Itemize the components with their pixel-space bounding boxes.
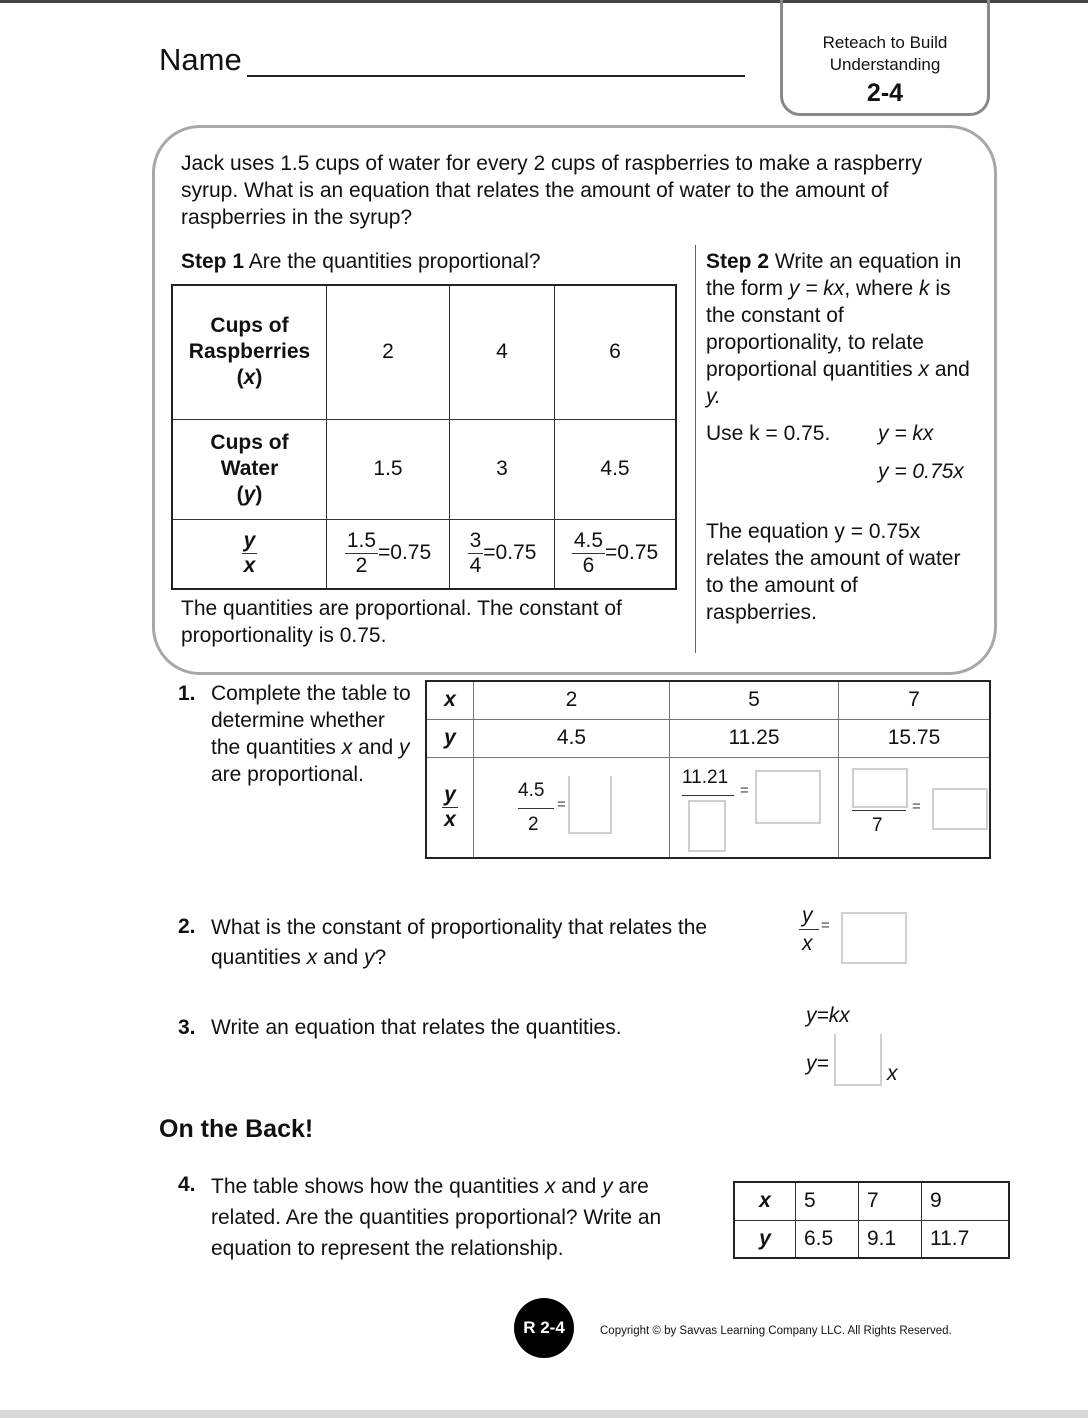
cell: 6 [555,285,677,419]
q1-c2-bar [682,795,734,796]
equation-specific: y = 0.75x [878,460,964,483]
step1-conclusion: The quantities are proportional. The constant of proportionality is 0.75. [181,597,622,647]
back-heading: On the Back! [159,1115,314,1143]
q1-c2-num: 11.21 [682,767,729,788]
q3-text: Write an equation that relates the quantities. [211,1016,622,1039]
q1-c3-den: 7 [872,815,883,836]
q4-row-x-label: x [734,1182,796,1220]
cell: 9 [922,1182,1010,1220]
q2-answer-box[interactable] [841,912,907,964]
q2-text: What is the constant of proportionality that relates the quantities x and y? [211,916,708,969]
ratio-cell: $\frac{3}{4}$ =0.75 [450,519,555,589]
cell: 7 [859,1182,922,1220]
cell: 15.75 [839,719,991,757]
q1-c1-bar [518,808,554,809]
q2-frac-den: x [802,932,813,955]
q4-table [733,1181,1010,1259]
tab-code: 2-4 [866,79,904,107]
bottom-border [0,1410,1088,1418]
cell: 6.5 [796,1220,859,1258]
q3-number: 3. [178,1016,196,1039]
name-line[interactable] [247,75,745,77]
step-divider [695,245,696,653]
step2-text: Step 2 Write an equation in the form y = kx, where k is the constant of proportionality, to relate proportional quantities x and y. [706,250,970,408]
step1-heading [181,248,541,275]
ratio-cell: $\frac{1.5}{2}$ =0.75 [327,519,450,589]
cell: 11.7 [922,1220,1010,1258]
cell: 2 [474,681,670,719]
ratio-cell: $\frac{4.5}{6}$ =0.75 [555,519,677,589]
lesson-tab [780,0,990,116]
problem-text: Jack uses 1.5 cups of water for every 2 cups of raspberries to make a raspberry syrup. What is an equation that relates the amount of water to the amount of raspberries in the syrup? [181,152,923,229]
q1-c3-bar [852,810,906,811]
q1-row-y-label: y [426,719,474,757]
q2-frac-bar [799,929,819,930]
q2-frac-num: y [802,904,813,927]
tab-line1: Reteach to Build [822,33,948,52]
cell: 1.5 [327,419,450,519]
equation-general: y = kx [878,422,934,445]
q1-answer-box-3[interactable] [755,770,821,824]
q4-row-y-label: y [734,1220,796,1258]
cell: 3 [450,419,555,519]
ratio-header: $\frac{y}{x}$ [172,519,327,589]
name-label: Name [159,42,242,77]
cell: 4.5 [474,719,670,757]
step1-label: Step 1 [181,250,245,273]
q1-ratio-label: $\frac{y}{x}$ [426,757,474,858]
q1-row-x-label: x [426,681,474,719]
q4-number: 4. [178,1173,196,1196]
cell: 2 [327,285,450,419]
tab-line2: Understanding [829,55,941,74]
cell: 4.5 [555,419,677,519]
q1-answer-box-4[interactable] [852,768,908,808]
q4-text: The table shows how the quantities x and y are related. Are the quantities proportional? Write an equation to represent the relationship. [211,1175,662,1260]
cell: 5 [796,1182,859,1220]
q3-eq2-left: y= [806,1052,829,1075]
q1-c1-num: 4.5 [518,780,545,801]
use-k-text: Use k = 0.75. [706,422,831,445]
header-water: Cups of Water (y) [172,419,327,519]
copyright-text: Copyright © by Savvas Learning Company LLC. All Rights Reserved. [600,1325,952,1337]
q3-eq2-right: x [887,1062,898,1085]
cell: 7 [839,681,991,719]
q2-number: 2. [178,915,196,938]
q1-answer-box-1[interactable] [568,776,612,834]
cell: 9.1 [859,1220,922,1258]
q1-answer-box-2[interactable] [688,800,726,852]
cell: 4 [450,285,555,419]
q1-c1-den: 2 [528,814,539,835]
step2-conclusion: The equation y = 0.75x relates the amount of water to the amount of raspberries. [706,520,961,624]
q1-answer-box-5[interactable] [932,788,988,830]
cell: 5 [670,681,839,719]
q1-text: Complete the table to determine whether the quantities x and y are proportional. [211,682,411,786]
q1-c3-eq: = [912,798,921,815]
step1-text: Are the quantities proportional? [248,250,541,273]
q1-c1-eq: = [557,796,566,813]
q1-number: 1. [178,682,196,705]
page-badge: R 2-4 [514,1298,574,1358]
q3-answer-box[interactable] [834,1034,882,1086]
q3-eq1: y=kx [806,1004,850,1027]
cell: 11.25 [670,719,839,757]
example-table [171,284,677,590]
q2-eq: = [821,917,830,934]
header-raspberries: Cups of Raspberries (x) [172,285,327,419]
q1-c2-eq: = [740,782,749,799]
